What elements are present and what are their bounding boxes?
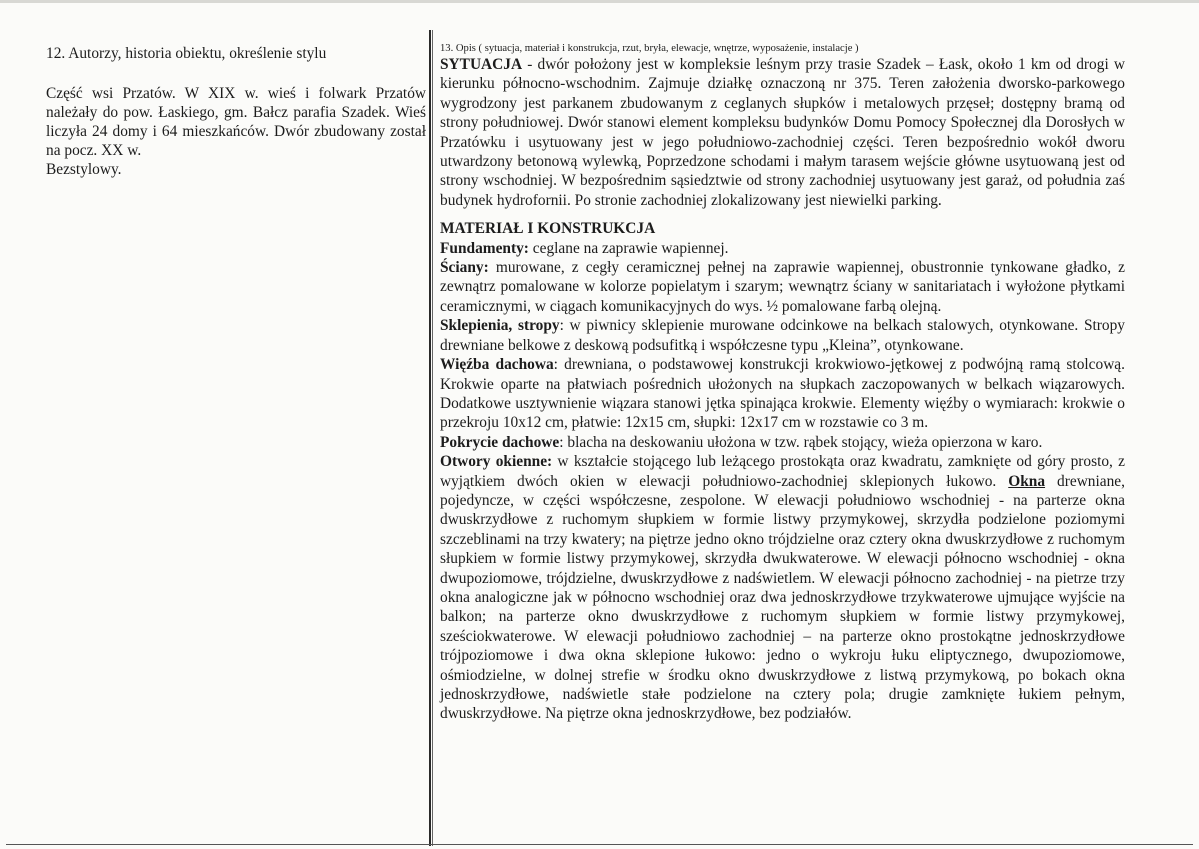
roofing-paragraph bbox=[440, 433, 1125, 452]
okna-label: Okna bbox=[1008, 472, 1046, 490]
vaults-paragraph bbox=[440, 316, 1125, 355]
situation-text: - dwór położony jest w kompleksie leśnym przy trasie Szadek – Łask, około 1 km od drogi w kierunku północno-wschodnim. Zajmuje działkę oznaczoną nr 375. Teren założenia dworsko-parkowego wygrodzony jest parkanem zbudowanym z ceglanych słupków i metalowych przęseł; dostępny bramą od strony południowej. Dwór stanowi element kompleksu budynków Domu Pomocy Społecznej dla Dorosłych w Przatówku i usytuowany jest w jego południowo-zachodniej części. Teren bezpośrednio wokół dworu utwardzony betonową wylewką, Poprzedzone schodami i małym tarasem wejście główne usytuowaną jest od strony wschodniej. W bezpośrednim sąsiedztwie od strony zachodniej usytuowany jest garaż, od południa zaś budynek hydrofornii. Po stronie zachodniej zlokalizowany jest niewielki parking. bbox=[440, 56, 1125, 209]
roofing-label: Pokrycie dachowe bbox=[440, 433, 560, 451]
windows-label: Otwory okienne: bbox=[440, 453, 553, 471]
right-column bbox=[440, 42, 1125, 724]
roofing-text: : blacha na deskowaniu ułożona w tzw. rąbek stojący, wieża opierzona w karo. bbox=[559, 433, 1043, 451]
section-13-heading: 13. Opis ( sytuacja, materiał i konstrukcja, rzut, bryła, elewacje, wnętrze, wyposażenie, instalacje ) bbox=[440, 43, 859, 54]
section-12-heading: 12. Autorzy, historia obiektu, określenie stylu bbox=[46, 45, 327, 62]
situation-paragraph bbox=[440, 55, 1125, 210]
column-divider-shadow bbox=[432, 30, 433, 846]
walls-text: murowane, z cegły ceramicznej pełnej na zaprawie wapiennej, obustronnie tynkowane gładko, z zewnątrz pomalowane w kolorze popielatym i szarym; wewnątrz ściany w sanitariatach i wyłożone płytkami ceramicznymi, w ciągach komunikacyjnych do wys. ½ pomalowane farbą olejną. bbox=[440, 259, 1125, 315]
windows-paragraph bbox=[440, 452, 1125, 724]
foundations-label: Fundamenty: bbox=[440, 239, 529, 257]
roof-truss-paragraph bbox=[440, 355, 1125, 433]
style-text: Bezstylowy. bbox=[46, 161, 122, 178]
walls-label: Ściany: bbox=[440, 259, 489, 277]
okna-text: drewniane, pojedyncze, w części współczesne, zespolone. W elewacji południowo wschodniej - na parterze okna dwuskrzydłowe z ruchomym słupkiem w formie listwy przymykowej, skrzydła podzielone poziomymi szczeblinami na trzy kwatery; na piętrze jedno okno trójdzielne oraz cztery okna dwuskrzydłowe z ruchomym słupkiem w formie listwy przymykowej, skrzydła dwukwaterowe. W elewacji północno wschodniej - okna dwupoziomowe, trójdzielne, dwuskrzydłowe z nadświetlem. W elewacji północno zachodniej - na pietrze trzy okna analogiczne jak w północno wschodniej oraz dwa jednoskrzydłowe trzykwaterowe ujmujące wyjście na balkon; na parterze okno dwuskrzydłowe z ruchomym słupkiem w formie listwy przymykowej, sześciokwaterowe. W elewacji południowo zachodniej – na parterze okno prostokątne jednoskrzydłowe trójpoziomowe i dwa okna sklepione łukowo: jedno o wykroju łuku eliptycznego, dwupoziomowe, ośmiodzielne, w dolnej strefie w środku okno dwuskrzydłowe z listwą przymykową, po bokach okna jednoskrzydłowe, nadświetle stałe podzielone na cztery pola; drugie zamknięte łukiem pełnym, dwuskrzydłowe. Na piętrze okna jednoskrzydłowe, bez podziałów. bbox=[440, 472, 1125, 723]
left-column bbox=[46, 44, 426, 179]
material-title: MATERIAŁ I KONSTRUKCJA bbox=[440, 220, 656, 238]
bottom-rule bbox=[6, 844, 1193, 845]
vaults-text: : w piwnicy sklepienie murowane odcinkowe na belkach stalowych, otynkowane. Stropy drewniane belkowe z deskową podsufitką i współczesne typu „Kleina”, otynkowane. bbox=[440, 317, 1125, 354]
foundations-text: ceglane na zaprawie wapiennej. bbox=[528, 239, 729, 257]
walls-paragraph bbox=[440, 258, 1125, 316]
situation-label: SYTUACJA bbox=[440, 56, 523, 73]
scan-top-edge bbox=[0, 0, 1199, 3]
column-divider bbox=[429, 30, 431, 846]
roof-truss-label: Więźba dachowa bbox=[440, 356, 554, 374]
vaults-label: Sklepienia, stropy bbox=[440, 317, 560, 335]
foundations-paragraph bbox=[440, 239, 1125, 258]
roof-truss-text: : drewniana, o podstawowej konstrukcji krokwiowo-jętkowej z podwójną ramą stolcową. Krokwie oparte na płatwiach pośrednich ułożonych na słupkach zaczopowanych w belkach wiązarowych. Dodatkowe usztywnienie wiązara stanowi jętka spinająca krokwie. Elementy więźby o wymiarach: krokwie o przekroju 10x12 cm, płatwie: 12x15 cm, słupki: 12x17 cm w rozstawie co 3 m. bbox=[440, 356, 1125, 432]
windows-text: w kształcie stojącego lub leżącego prostokąta oraz kwadratu, zamknięte od góry prosto, z wyjątkiem dwóch okien w elewacji południowo-zachodniej sklepionych łukowo. bbox=[440, 453, 1126, 490]
history-text: Część wsi Przatów. W XIX w. wieś i folwark Przatów należały do pow. Łaskiego, gm. Bałcz parafia Szadek. Wieś liczyła 24 domy i 64 mieszkańców. Dwór zbudowany został na pocz. XX w. bbox=[46, 85, 426, 159]
